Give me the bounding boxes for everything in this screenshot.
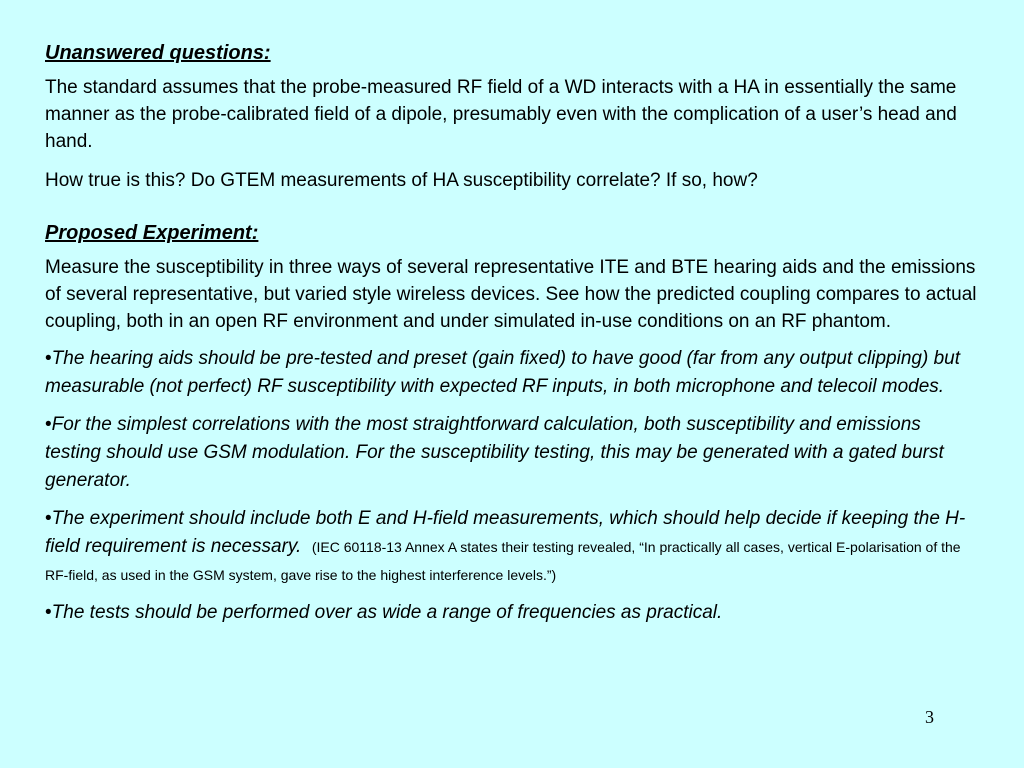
bullet-marker: •	[45, 414, 52, 435]
unanswered-questions-heading: Unanswered questions:	[45, 42, 271, 64]
questions-paragraph: How true is this? Do GTEM measurements of HA susceptibility correlate? If so, how?	[45, 170, 758, 191]
bullet-item-gsm-modulation	[45, 411, 980, 495]
bullet-marker: •	[45, 508, 52, 529]
bullet-marker: •	[45, 348, 52, 369]
bullet-text: The hearing aids should be pre-tested and preset (gain fixed) to have good (far from any output clipping) but measurable (not perfect) RF susceptibility with expected RF inputs, in both microphone and telecoil modes.	[45, 348, 960, 397]
experiment-description-paragraph: Measure the susceptibility in three ways of several representative ITE and BTE hearing aids and the emissions of several representative, but varied style wireless devices. See how the predicted coupling compares to actual coupling, both in an open RF environment and under simulated in-use conditions on an RF phantom.	[45, 257, 977, 332]
bullet-text: The tests should be performed over as wide a range of frequencies as practical.	[51, 602, 723, 623]
iec-annex-note: (IEC 60118-13 Annex A states their testing revealed, “In practically all cases, vertical E-polarisation of the RF-field, as used in the GSM system, gave rise to the highest interference levels.”)	[45, 539, 961, 583]
bullet-text: The experiment should include both E and H-field measurements, which should help decide if keeping the H-field requirement is necessary.	[45, 508, 966, 557]
bullet-text: For the simplest correlations with the most straightforward calculation, both susceptibility and emissions testing should use GSM modulation. For the susceptibility testing, this may be generated with a gated burst generator.	[45, 414, 944, 491]
page-number: 3	[925, 707, 934, 727]
bullet-item-e-h-field	[45, 505, 980, 589]
bullet-item-pretest	[45, 345, 980, 401]
bullet-item-frequency-range	[45, 599, 980, 627]
standard-assumption-paragraph: The standard assumes that the probe-measured RF field of a WD interacts with a HA in essentially the same manner as the probe-calibrated field of a dipole, presumably even with the complication of a user’s head and hand.	[45, 77, 957, 152]
bullet-marker: •	[45, 602, 52, 623]
slide-content	[45, 40, 980, 627]
proposed-experiment-heading: Proposed Experiment:	[45, 222, 259, 244]
